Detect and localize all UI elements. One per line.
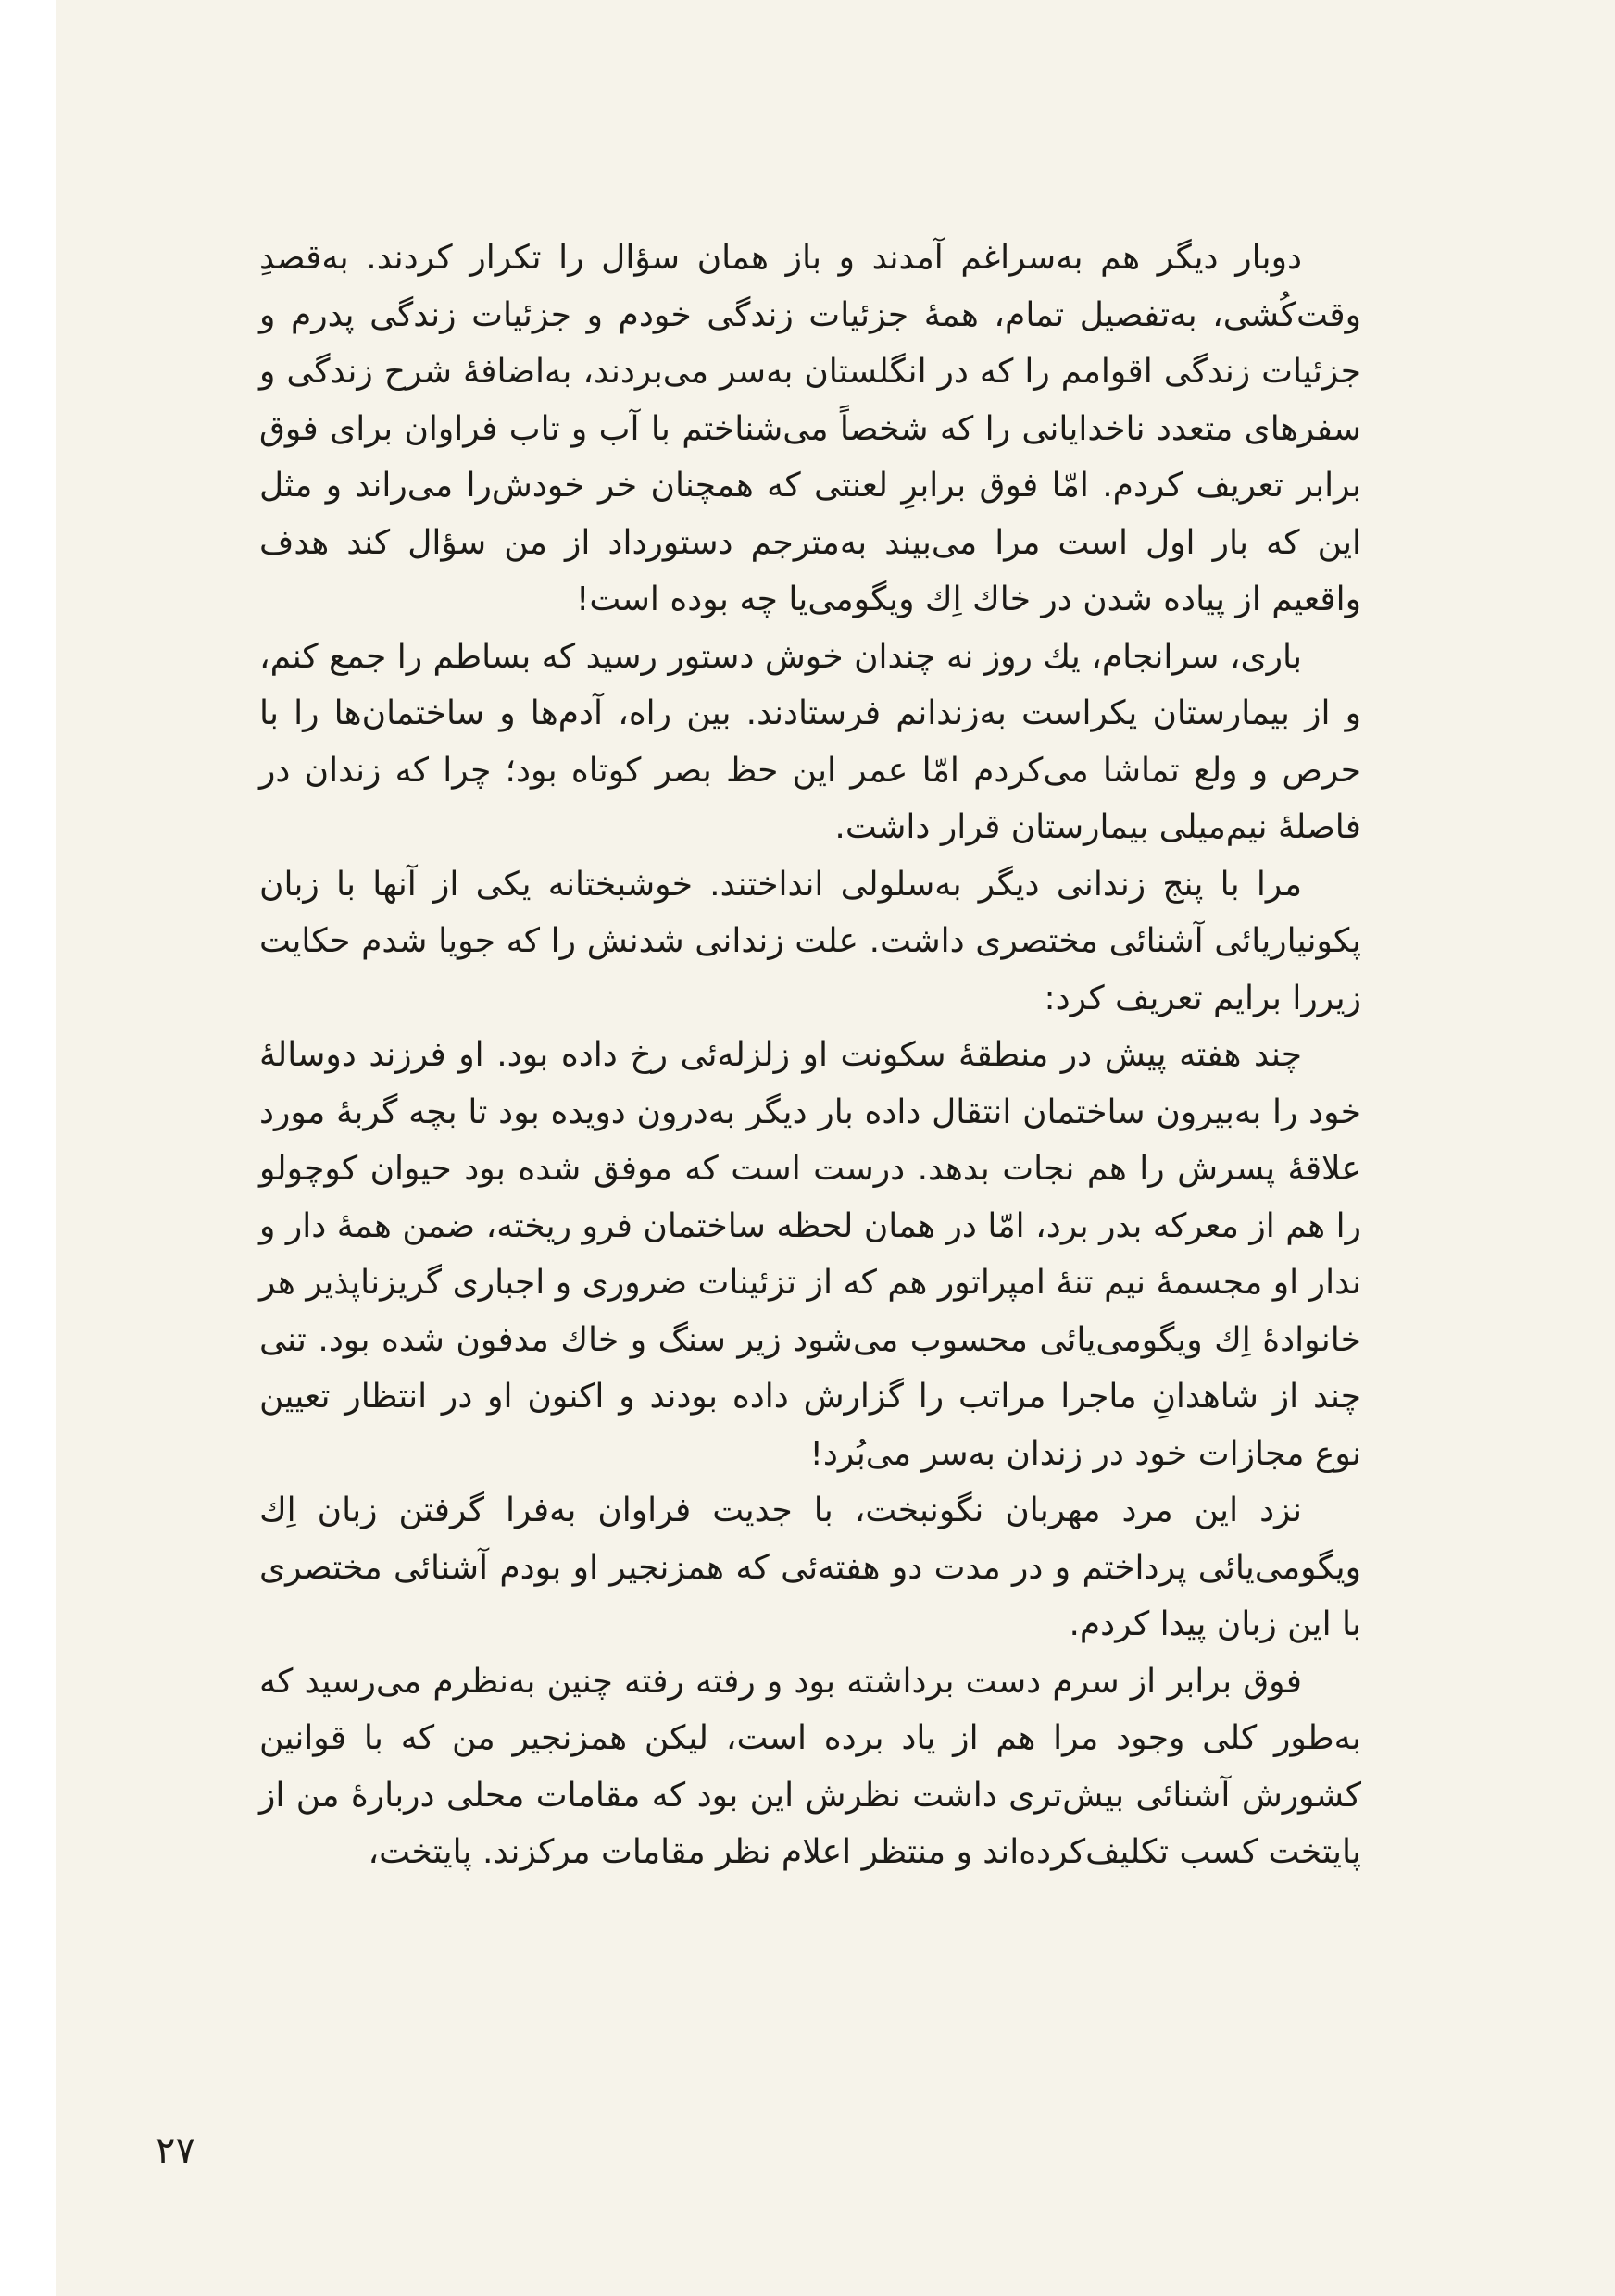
page-number: ۲۷ (156, 2129, 195, 2172)
paragraph: باری، سرانجام، یك روز نه چندان خوش دستور رسید که بساطم را جمع کنم، و از بیمارستان یکراست به‌زندانم فرستادند. بین راه، آدم‌ها و ساختمان‌ها را با حرص و ولع تماشا می‌کردم امّا عمر این حظ بصر کوتاه بود؛ چرا که زندان در فاصلهٔ نیم‌میلی بیمارستان قرار داشت. (259, 637, 1361, 846)
paragraph: نزد این مرد مهربان نگونبخت، با جدیت فراوان به‌فرا گرفتن زبان اِك ویگومی‌یائی پرداختم و در مدت دو هفته‌ئی که همزنجیر او بودم آشنائی مختصری با این زبان پیدا کردم. (259, 1491, 1361, 1643)
paragraph: مرا با پنج زندانی دیگر به‌سلولی انداختند. خوشبختانه یکی از آنها با زبان پکونیاریائی آشنائی مختصری داشت. علت زندانی شدنش را که جویا شدم حکایت زیررا برایم تعریف کرد: (259, 865, 1361, 1017)
page-margin-strip (0, 0, 56, 2296)
paragraph: دوبار دیگر هم به‌سراغم آمدند و باز همان سؤال را تکرار کردند. به‌قصدِ وقت‌کُشی، به‌تفصیل تمام، همهٔ جزئیات زندگی خودم و جزئیات زندگی پدرم و جزئیات زندگی اقوامم را که در انگلستان به‌سر می‌بردند، به‌اضافهٔ شرح زندگی و سفرهای متعدد ناخدایانی را که شخصاً می‌شناختم با آب و تاب فراوان برای فوق برابر تعریف کردم. امّا فوق برابرِ لعنتی که همچنان خر خودش‌را می‌راند و مثل این که بار اول است مرا می‌بیند به‌مترجم دستورداد از من سؤال کند هدف واقعیم از پیاده شدن در خاك اِك ویگومی‌یا چه بوده است! (259, 239, 1361, 618)
body-text (259, 230, 1361, 1881)
paragraph: چند هفته پیش در منطقهٔ سکونت او زلزله‌ئی رخ داده بود. او فرزند دوسالهٔ خود را به‌بیرون ساختمان انتقال داده بار دیگر به‌درون دویده بود تا بچه گربهٔ مورد علاقهٔ پسرش را هم نجات بدهد. درست است که موفق شده بود حیوان کوچولو را هم از معرکه بدر برد، امّا در همان لحظه ساختمان فرو ریخته، ضمن همهٔ دار و ندار او مجسمهٔ نیم تنهٔ امپراتور هم که از تزئینات ضروری و اجباری گریزناپذیر هر خانوادهٔ اِك ویگومی‌یائی محسوب می‌شود زیر سنگ و خاك مدفون شده بود. تنی چند از شاهدانِ ماجرا مراتب را گزارش داده بودند و اکنون او در انتظار تعیین نوع مجازات خود در زندان به‌سر می‌بُرد! (259, 1036, 1361, 1473)
paragraph: فوق برابر از سرم دست برداشته بود و رفته رفته چنین به‌نظرم می‌رسید که به‌طور کلی وجود مرا هم از یاد برده است، لیکن همزنجیر من که با قوانین کشورش آشنائی بیش‌تری داشت نظرش این بود که مقامات محلی دربارهٔ من از پایتخت کسب تکلیف‌کرده‌اند و منتظر اعلام نظر مقامات مرکزند. پایتخت، (259, 1662, 1361, 1871)
